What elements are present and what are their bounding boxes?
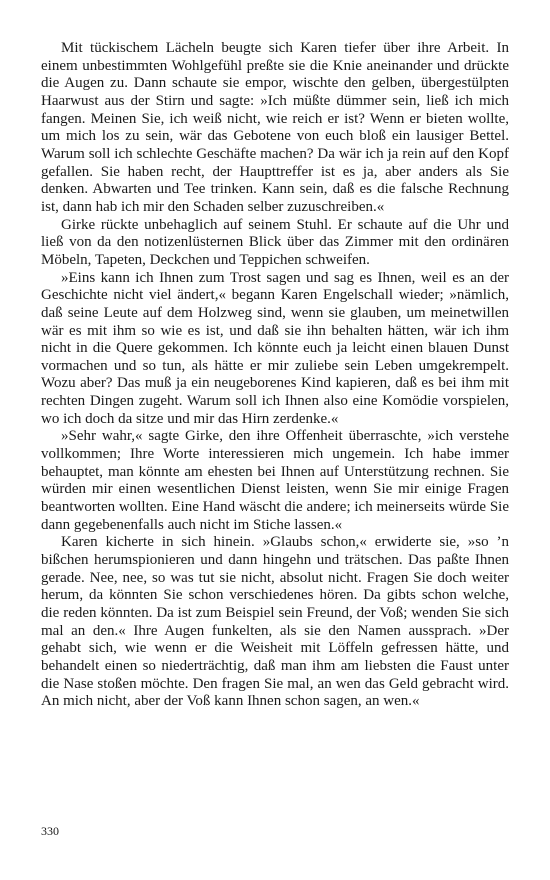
page-number: 330: [41, 824, 59, 838]
paragraph: Girke rückte unbehaglich auf seinem Stuhl. Er schaute auf die Uhr und ließ von da den notizenlüsternen Blick über das Zimmer mit den ordinären Möbeln, Tapeten, Deckchen und Teppichen schweifen.: [41, 216, 509, 268]
body-text: [41, 40, 509, 711]
paragraph: »Sehr wahr,« sagte Girke, den ihre Offenheit überraschte, »ich verstehe vollkommen; Ihre Worte interessieren mich ungemein. Ich habe immer behauptet, man könnte am ehesten bei Ihnen auf Unterstützung rechnen. Sie würden mir einen wesentlichen Dienst leisten, wenn Sie mir einige Fragen beantworten wollten. Eine Hand wäscht die andere; ich meinerseits würde Sie dann gegebenenfalls auch nicht im Stiche lassen.«: [41, 428, 509, 533]
paragraph: Mit tückischem Lächeln beugte sich Karen tiefer über ihre Arbeit. In einem unbestimmten Wohlgefühl preßte sie die Knie aneinander und drückte die Augen zu. Dann schaute sie empor, wischte den gelben, übergestülpten Haarwust aus der Stirn und sagte: »Ich müßte dümmer sein, ließ ich mich fangen. Meinen Sie, ich weiß nicht, wie reich er ist? Wenn er bieten wollte, um mich los zu sein, wär das Gebotene von euch bloß ein lausiger Bettel. Warum soll ich schlechte Geschäfte machen? Da wär ich ja rein auf den Kopf gefallen. Sie haben recht, der Haupttreffer ist es ja, aber anders als Sie denken. Abwarten und Tee trinken. Kann sein, daß es die falsche Rechnung ist, dann hab ich mir den Schaden selber zuzuschreiben.«: [41, 40, 509, 215]
paragraph: Karen kicherte in sich hinein. »Glaubs schon,« erwiderte sie, »so ’n bißchen herumspionieren und dann hingehn und trätschen. Das paßte Ihnen gerade. Nee, nee, so was tut sie nicht, absolut nicht. Fragen Sie doch weiter herum, da könnten Sie schon verschiedenes hören. Da gibts schon welche, die reden könnten. Da ist zum Beispiel sein Freund, der Voß; wenden Sie sich mal an den.« Ihre Augen funkelten, als sie den Namen aussprach. »Der gehabt sich, wie wenn er die Weisheit mit Löffeln gefressen hätte, und behandelt einen so niederträchtig, daß man ihm am liebsten die Faust unter die Nase stoßen möchte. Den fragen Sie mal, an wen das Geld gebracht wird. An mich nicht, aber der Voß kann Ihnen schon sagen, an wen.«: [41, 534, 509, 710]
paragraph: »Eins kann ich Ihnen zum Trost sagen und sag es Ihnen, weil es an der Geschichte nicht viel ändert,« begann Karen Engelschall wieder; »nämlich, daß seine Leute auf dem Holzweg sind, wenn sie glauben, um meinetwillen wär es mit ihm so wie es ist, und daß sie ihn behalten hätten, wär ich ihm nicht in die Quere gekommen. Ich könnte euch ja leicht einen blauen Dunst vormachen und so tun, als hätte er mir zuliebe sein Leben umgekrempelt. Wozu aber? Das muß ja ein neugeborenes Kind kapieren, daß es bei ihm mit rechten Dingen zugeht. Warum soll ich Ihnen also eine Komödie vorspielen, wo ich doch da sitze und mir das Hirn zerdenke.«: [41, 269, 509, 427]
